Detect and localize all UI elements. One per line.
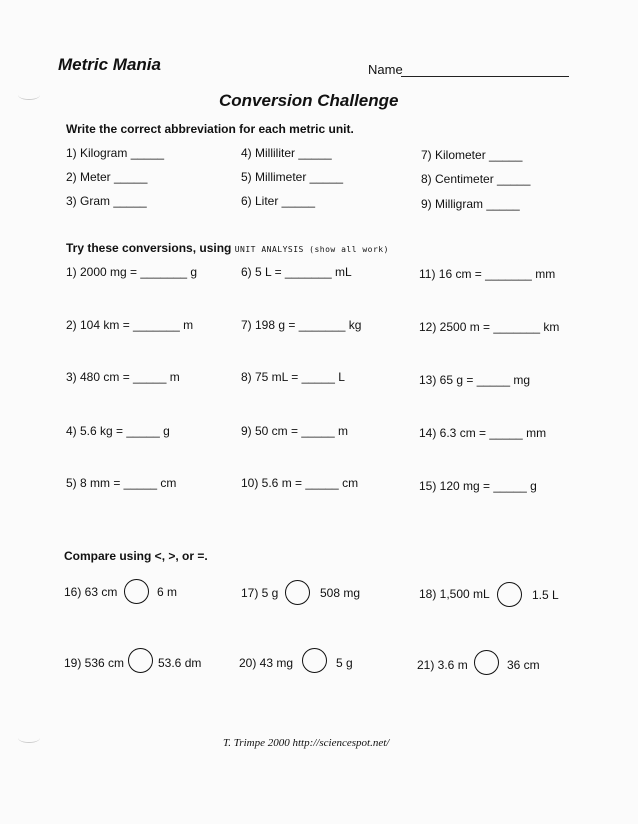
handwritten-note: UNIT ANALYSIS (show all work) — [234, 245, 389, 254]
compare-circle[interactable] — [474, 650, 499, 675]
compare-right: 6 m — [157, 585, 178, 599]
compare-circle[interactable] — [124, 579, 149, 604]
compare-right: 36 cm — [507, 658, 540, 672]
worksheet-subtitle: Conversion Challenge — [219, 91, 399, 110]
abbreviation-item: 7) Kilometer _____ — [421, 148, 523, 162]
compare-left: 17) 5 g — [241, 586, 279, 600]
compare-left: 18) 1,500 mL — [419, 587, 490, 601]
conversion-item: 10) 5.6 m = _____ cm — [241, 476, 359, 490]
compare-left: 16) 63 cm — [64, 585, 118, 599]
conversion-item: 15) 120 mg = _____ g — [419, 479, 537, 493]
section1-heading: Write the correct abbreviation for each metric unit. — [66, 122, 354, 136]
section2-heading-text: Try these conversions, using — [66, 241, 232, 255]
conversion-item: 1) 2000 mg = _______ g — [66, 265, 198, 279]
conversion-item: 5) 8 mm = _____ cm — [66, 476, 177, 490]
conversion-item: 6) 5 L = _______ mL — [241, 265, 352, 279]
conversion-item: 8) 75 mL = _____ L — [241, 370, 345, 384]
abbreviation-item: 1) Kilogram _____ — [66, 146, 165, 160]
conversion-item: 3) 480 cm = _____ m — [66, 370, 180, 384]
conversion-item: 7) 198 g = _______ kg — [241, 318, 362, 332]
abbreviation-item: 6) Liter _____ — [241, 194, 316, 208]
abbreviation-item: 5) Millimeter _____ — [241, 170, 344, 184]
compare-right: 5 g — [336, 656, 353, 670]
abbreviation-item: 8) Centimeter _____ — [421, 172, 531, 186]
compare-left: 20) 43 mg — [239, 656, 294, 670]
conversion-item: 12) 2500 m = _______ km — [419, 320, 560, 334]
compare-circle[interactable] — [302, 648, 327, 673]
abbreviation-item: 4) Milliliter _____ — [241, 146, 332, 160]
conversion-item: 11) 16 cm = _______ mm — [419, 267, 556, 281]
worksheet-title: Metric Mania — [58, 55, 161, 74]
conversion-item: 9) 50 cm = _____ m — [241, 424, 349, 438]
compare-right: 508 mg — [320, 586, 361, 600]
abbreviation-item: 2) Meter _____ — [66, 170, 148, 184]
section2-heading — [66, 241, 389, 255]
compare-right: 1.5 L — [532, 588, 559, 602]
abbreviation-item: 9) Milligram _____ — [421, 197, 520, 211]
conversion-item: 14) 6.3 cm = _____ mm — [419, 426, 547, 440]
footer-credit: T. Trimpe 2000 http://sciencespot.net/ — [223, 737, 390, 749]
compare-left: 19) 536 cm — [64, 656, 125, 670]
compare-right: 53.6 dm — [158, 656, 202, 670]
name-field-line[interactable] — [401, 76, 569, 77]
punch-hole-mark — [18, 90, 40, 100]
section3-heading: Compare using <, >, or =. — [64, 549, 208, 563]
conversion-item: 4) 5.6 kg = _____ g — [66, 424, 170, 438]
abbreviation-item: 3) Gram _____ — [66, 194, 147, 208]
compare-circle[interactable] — [285, 580, 310, 605]
compare-left: 21) 3.6 m — [417, 658, 468, 672]
conversion-item: 2) 104 km = _______ m — [66, 318, 194, 332]
compare-circle[interactable] — [497, 582, 522, 607]
name-label: Name — [368, 62, 403, 77]
punch-hole-mark — [18, 733, 40, 743]
conversion-item: 13) 65 g = _____ mg — [419, 373, 531, 387]
compare-circle[interactable] — [128, 648, 153, 673]
